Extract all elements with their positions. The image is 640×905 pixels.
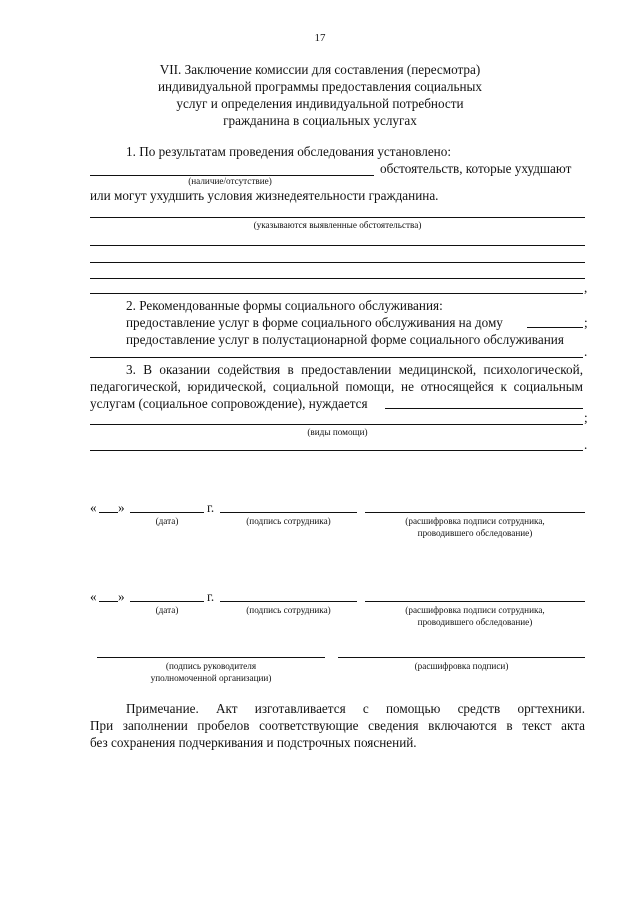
date-quote-close: » <box>118 500 125 515</box>
semi-stationary-option: предоставление услуг в полустационарной форме социального обслуживания <box>126 332 564 347</box>
section-1-heading: 1. По результатам проведения обследования установлено: <box>126 144 451 159</box>
section-3-line-1: 3. В оказании содействия в предоставлении медицинской, психологической, <box>126 362 583 377</box>
day-blank <box>99 601 118 602</box>
employee-signature-label: (подпись сотрудника) <box>246 516 331 526</box>
circumstances-blank-2 <box>90 245 585 246</box>
head-signature-label-2: уполномоченной организации) <box>150 673 272 683</box>
date-label: (дата) <box>155 516 179 526</box>
signature-decode-label: (расшифровка подписи сотрудника, <box>405 605 545 615</box>
signature-decode-blank <box>365 512 585 513</box>
help-types-hint: (виды помощи) <box>307 427 368 437</box>
section-title-line-1: VII. Заключение комиссии для составления (пересмотра) <box>159 62 481 77</box>
note-line-3: без сохранения подчеркивания и подстрочных пояснений. <box>90 735 417 750</box>
help-types-blank-1 <box>90 424 583 425</box>
support-need-blank <box>385 408 583 409</box>
home-service-semicolon: ; <box>584 315 588 330</box>
note-line-1: Примечание. Акт изготавливается с помощью средств оргтехники. <box>126 701 585 716</box>
date-quote-open: « <box>90 589 97 604</box>
date-label: (дата) <box>155 605 179 615</box>
section-2-heading: 2. Рекомендованные формы социального обслуживания: <box>126 298 443 313</box>
section-title-line-4: гражданина в социальных услугах <box>223 113 417 128</box>
year-suffix: г. <box>207 500 215 515</box>
help-types-blank-2 <box>90 450 583 451</box>
home-service-option: предоставление услуг в форме социального обслуживания на дому <box>126 315 503 330</box>
presence-hint: (наличие/отсутствие) <box>188 176 272 186</box>
section-1-line-2: или могут ухудшить условия жизнедеятельности гражданина. <box>90 188 439 203</box>
signature-decode-blank <box>365 601 585 602</box>
day-blank <box>99 512 118 513</box>
month-year-blank <box>130 601 204 602</box>
head-decode-label: (расшифровка подписи) <box>414 661 509 671</box>
section-3-line-2: педагогической, юридической, социальной помощи, не относящейся к социальным <box>90 379 583 394</box>
employee-signature-label: (подпись сотрудника) <box>246 605 331 615</box>
head-signature-label: (подпись руководителя <box>165 661 257 671</box>
year-suffix: г. <box>207 589 215 604</box>
section-title-line-2: индивидуальной программы предоставления социальных <box>157 79 482 94</box>
circumstances-blank-1 <box>90 217 585 218</box>
home-service-blank <box>527 327 583 328</box>
month-year-blank <box>130 512 204 513</box>
section-2-end-dot: . <box>584 344 588 359</box>
note-line-2: При заполнении пробелов соответствующие сведения включаются в текст акта <box>90 718 585 733</box>
section-1-end-mark: , <box>584 280 588 295</box>
section-3-end-dot: . <box>584 437 588 452</box>
head-decode-blank <box>338 657 585 658</box>
date-quote-close: » <box>118 589 125 604</box>
semi-stationary-blank <box>90 357 583 358</box>
signature-decode-label: (расшифровка подписи сотрудника, <box>405 516 545 526</box>
circumstances-blank-4 <box>90 278 585 279</box>
employee-signature-blank <box>220 601 357 602</box>
circumstances-blank-3 <box>90 262 585 263</box>
section-title-line-3: услуг и определения индивидуальной потребности <box>176 96 464 111</box>
section-3-semicolon: ; <box>584 410 588 425</box>
page-number: 17 <box>314 32 326 44</box>
section-3-line-3: услугам (социальное сопровождение), нуждается <box>90 396 368 411</box>
employee-signature-blank <box>220 512 357 513</box>
section-1-tail: обстоятельств, которые ухудшают <box>380 161 572 176</box>
date-quote-open: « <box>90 500 97 515</box>
circumstances-hint: (указываются выявленные обстоятельства) <box>253 220 422 230</box>
circumstances-blank-5 <box>90 293 583 294</box>
head-signature-blank <box>97 657 325 658</box>
signature-decode-label-2: проводившего обследование) <box>417 617 533 627</box>
signature-decode-label-2: проводившего обследование) <box>417 528 533 538</box>
